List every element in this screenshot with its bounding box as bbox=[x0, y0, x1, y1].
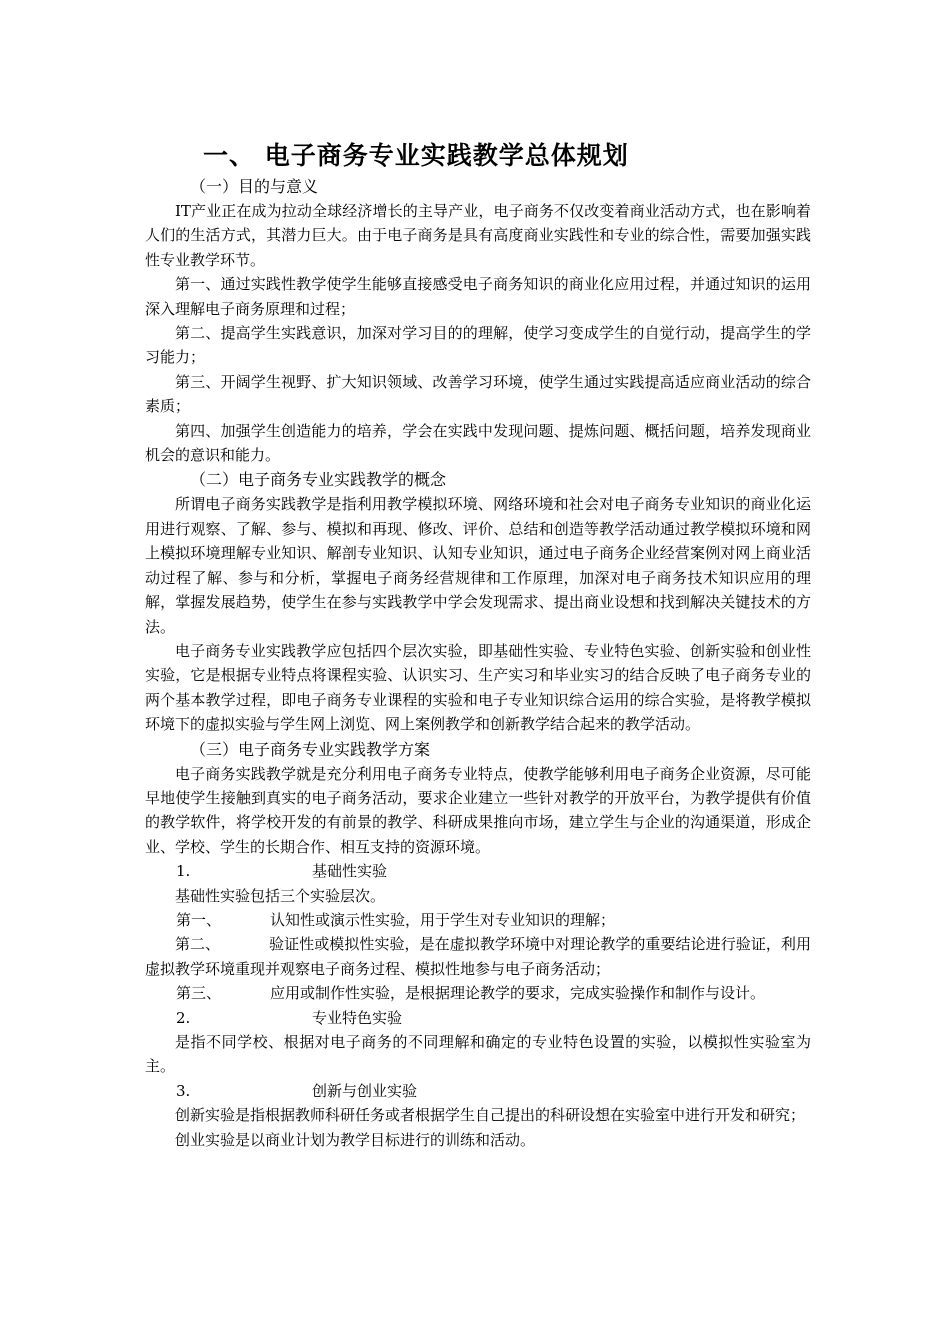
level-item bbox=[145, 932, 811, 981]
level-text: 认知性或演示性实验，用于学生对专业知识的理解； bbox=[270, 910, 616, 929]
paragraph: 创新实验是指根据教师科研任务或者根据学生自己提出的科研设想在实验室中进行开发和研究； bbox=[175, 1106, 806, 1125]
paragraph: 基础性实验包括三个实验层次。 bbox=[175, 886, 386, 905]
paragraph: 第一、通过实践性教学使学生能够直接感受电子商务知识的商业化应用过程，并通过知识的运用深入理解电子商务原理和过程； bbox=[145, 275, 811, 318]
paragraph: 第四、加强学生创造能力的培养，学会在实践中发现问题、提炼问题、概括问题，培养发现商业机会的意识和能力。 bbox=[145, 421, 811, 465]
item-title: 专业特色实验 bbox=[312, 1008, 403, 1027]
paragraph: IT产业正在成为拉动全球经济增长的主导产业，电子商务不仅改变着商业活动方式，也在影响着人们的生活方式，其潜力巨大。由于电子商务是具有高度商业实践性和专业的综合性，需要加强实践性专业教学环节。 bbox=[145, 202, 811, 269]
document-body bbox=[145, 174, 811, 1152]
paragraph: 电子商务实践教学就是充分利用电子商务专业特点，使教学能够利用电子商务企业资源，尽可能早地使学生接触到真实的电子商务活动，要求企业建立一些针对教学的开放平台，为教学提供有价值的教学软件，将学校开发的有前景的教学、科研成果推向市场，建立学生与企业的沟通渠道，形成企业、学校、学生的长期合作、相互支持的资源环境。 bbox=[145, 764, 811, 856]
paragraph: 创业实验是以商业计划为教学目标进行的训练和活动。 bbox=[175, 1130, 536, 1149]
level-label: 第二、 bbox=[175, 935, 221, 954]
level-label: 第三、 bbox=[176, 984, 222, 1003]
paragraph: 第三、开阔学生视野、扩大知识领域、改善学习环境，使学生通过实践提高适应商业活动的综合素质； bbox=[145, 372, 811, 416]
level-text: 验证性或模拟性实验，是在虚拟教学环境中对理论教学的重要结论进行验证，利用虚拟教学环境重现并观察电子商务过程、模拟性地参与电子商务活动； bbox=[145, 935, 811, 978]
section-heading-3: （三）电子商务专业实践教学方案 bbox=[190, 739, 431, 759]
section-heading-1: （一）目的与意义 bbox=[190, 177, 319, 196]
level-item bbox=[145, 981, 811, 1005]
numbered-item-2 bbox=[145, 1006, 811, 1030]
item-number: 3. bbox=[176, 1081, 191, 1100]
item-title: 创新与创业实验 bbox=[312, 1081, 418, 1100]
numbered-item-3 bbox=[145, 1079, 811, 1103]
numbered-item-1 bbox=[145, 859, 811, 883]
paragraph: 电子商务专业实践教学应包括四个层次实验，即基础性实验、专业特色实验、创新实验和创业性实验，它是根据专业特点将课程实验、认识实习、生产实习和毕业实习的结合反映了电子商务专业的两个基本教学过程，即电子商务专业课程的实验和电子专业知识综合运用的综合实验，是将教学模拟环境下的虚拟实验与学生网上浏览、网上案例教学和创新教学结合起来的教学活动。 bbox=[145, 641, 811, 734]
paragraph: 是指不同学校、根据对电子商务的不同理解和确定的专业特色设置的实验，以模拟性实验室为主。 bbox=[145, 1033, 811, 1076]
paragraph: 所谓电子商务实践教学是指利用教学模拟环境、网络环境和社会对电子商务专业知识的商业化运用进行观察、了解、参与、模拟和再现、修改、评价、总结和创造等教学活动通过教学模拟环境和网上模拟环境理解专业知识、解剖专业知识、认知专业知识，通过电子商务企业经营案例对网上商业活动过程了解、参与和分析，掌握电子商务经营规律和工作原理，加深对电子商务技术知识应用的理解，掌握发展趋势，使学生在参与实践教学中学会发现需求、提出商业设想和找到解决关键技术的方法。 bbox=[145, 495, 811, 636]
level-item bbox=[145, 908, 811, 932]
page-title: 一、 电子商务专业实践教学总体规划 bbox=[203, 141, 629, 170]
level-text: 应用或制作性实验，是根据理论教学的要求，完成实验操作和制作与设计。 bbox=[270, 984, 766, 1003]
item-title: 基础性实验 bbox=[312, 862, 388, 881]
section-heading-2: （二）电子商务专业实践教学的概念 bbox=[190, 470, 447, 490]
level-label: 第一、 bbox=[176, 910, 222, 929]
paragraph: 第二、提高学生实践意识，加深对学习目的的理解，使学习变成学生的自觉行动，提高学生的学习能力； bbox=[145, 324, 811, 367]
item-number: 1. bbox=[176, 862, 191, 881]
item-number: 2. bbox=[176, 1008, 191, 1027]
